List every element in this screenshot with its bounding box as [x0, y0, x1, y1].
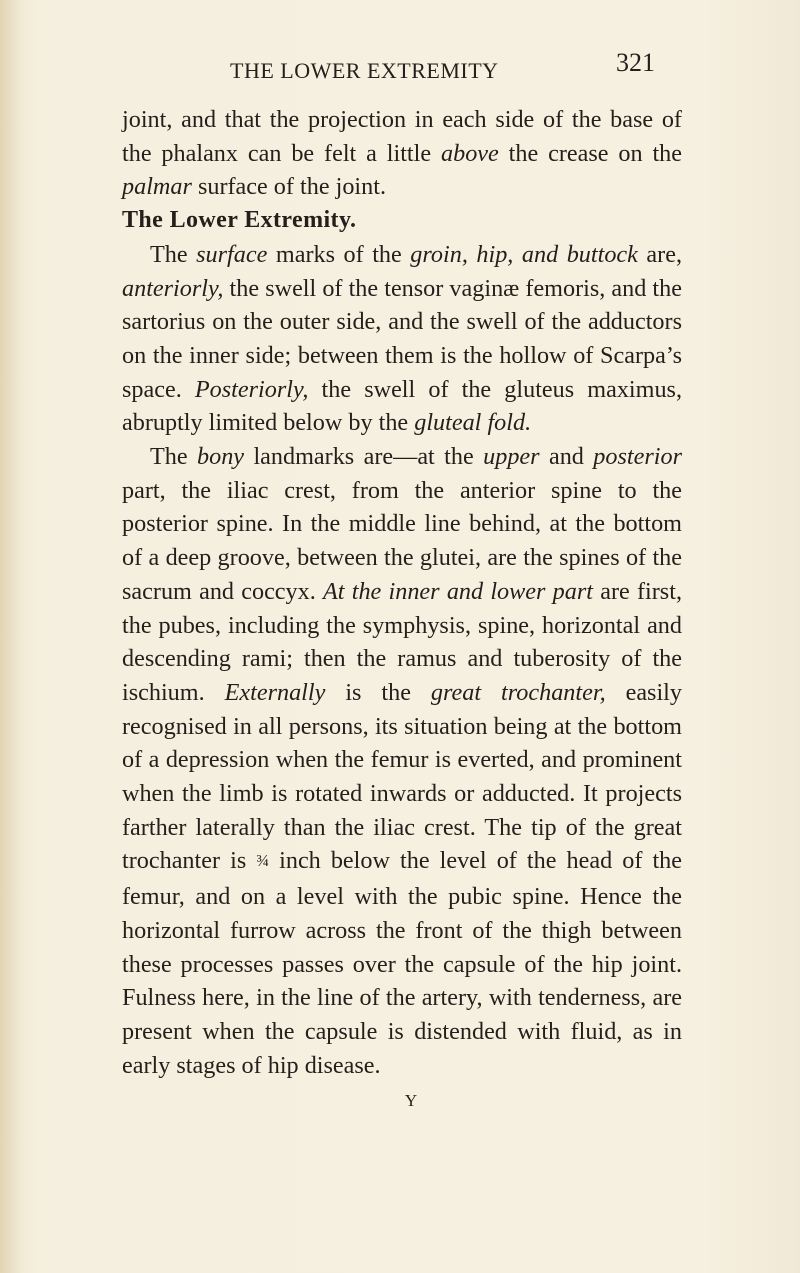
- text-run: The: [150, 443, 198, 471]
- emphasis: surface: [196, 240, 268, 268]
- emphasis: Posteriorly,: [194, 375, 309, 403]
- fraction: ¾: [256, 851, 270, 871]
- emphasis: At the inner and lower part: [323, 577, 593, 605]
- text-run: landmarks are—at the: [244, 443, 484, 471]
- text-run: easily recognised in all persons, its situation being at the bottom of a depression when the femur is everted, and prominent when the limb is rotated inwards or adducted. It projects farther laterally than the iliac crest. The tip of the great trochanter is: [122, 678, 683, 875]
- text-run: the crease on the: [498, 139, 682, 167]
- paragraph-continuation: [122, 103, 682, 204]
- text-run: and: [539, 443, 594, 471]
- text-run: part, the iliac crest, from the anterior spine to the posterior spine. In the middle line behind, at the bottom of a deep groove, between the glutei, are the spines of the sacrum and coccyx.: [122, 476, 682, 605]
- emphasis: upper: [483, 443, 540, 471]
- gutter-shadow: [0, 0, 22, 1273]
- section-heading: The Lower Extremity.: [122, 207, 357, 234]
- text-run: surface of the joint.: [191, 173, 386, 201]
- emphasis: posterior: [593, 443, 682, 471]
- text-run: inch below the level of the head of the femur, and on a level with the pubic spine. Hence the horizontal furrow across the front of the thigh between these processes passes over the capsule of the hip joint. Fulness here, in the line of the artery, with tenderness, are present when the capsule is distended with fluid, as in early stages of hip disease.: [122, 847, 682, 1079]
- text-run: marks of the: [267, 240, 411, 268]
- text-run: is the: [325, 678, 431, 706]
- text-run: the swell of the gluteus maximus, abruptly limited below by the: [122, 375, 682, 437]
- paragraph-surface-marks: [122, 238, 682, 440]
- text-run: The: [150, 240, 197, 268]
- emphasis: great trochanter,: [430, 678, 606, 706]
- emphasis: Externally: [224, 678, 326, 706]
- body-text: [122, 103, 682, 1118]
- emphasis: groin, hip, and buttock: [410, 240, 638, 268]
- emphasis: bony: [197, 443, 245, 471]
- page-number: 321: [616, 48, 655, 77]
- text-run: the swell of the tensor vaginæ femoris, and the sartorius on the outer side, and the swell of the adductors on the inner side; between them is the hollow of Scarpa’s space.: [122, 274, 682, 403]
- text-run: are,: [637, 240, 682, 268]
- text-run: are first, the pubes, including the symphysis, spine, horizontal and descending rami; then the ramus and tuberosity of the ischium.: [122, 577, 682, 706]
- emphasis: gluteal fold.: [414, 409, 532, 437]
- emphasis: anteriorly,: [122, 274, 224, 302]
- signature-mark: Y: [404, 1091, 418, 1111]
- text-run: joint, and that the projection in each side of the base of the phalanx can be felt a little: [122, 106, 682, 167]
- running-head: THE LOWER EXTREMITY: [230, 58, 499, 83]
- emphasis: above: [441, 139, 499, 167]
- emphasis: palmar: [122, 173, 192, 201]
- paragraph-bony-landmarks: [122, 440, 682, 1082]
